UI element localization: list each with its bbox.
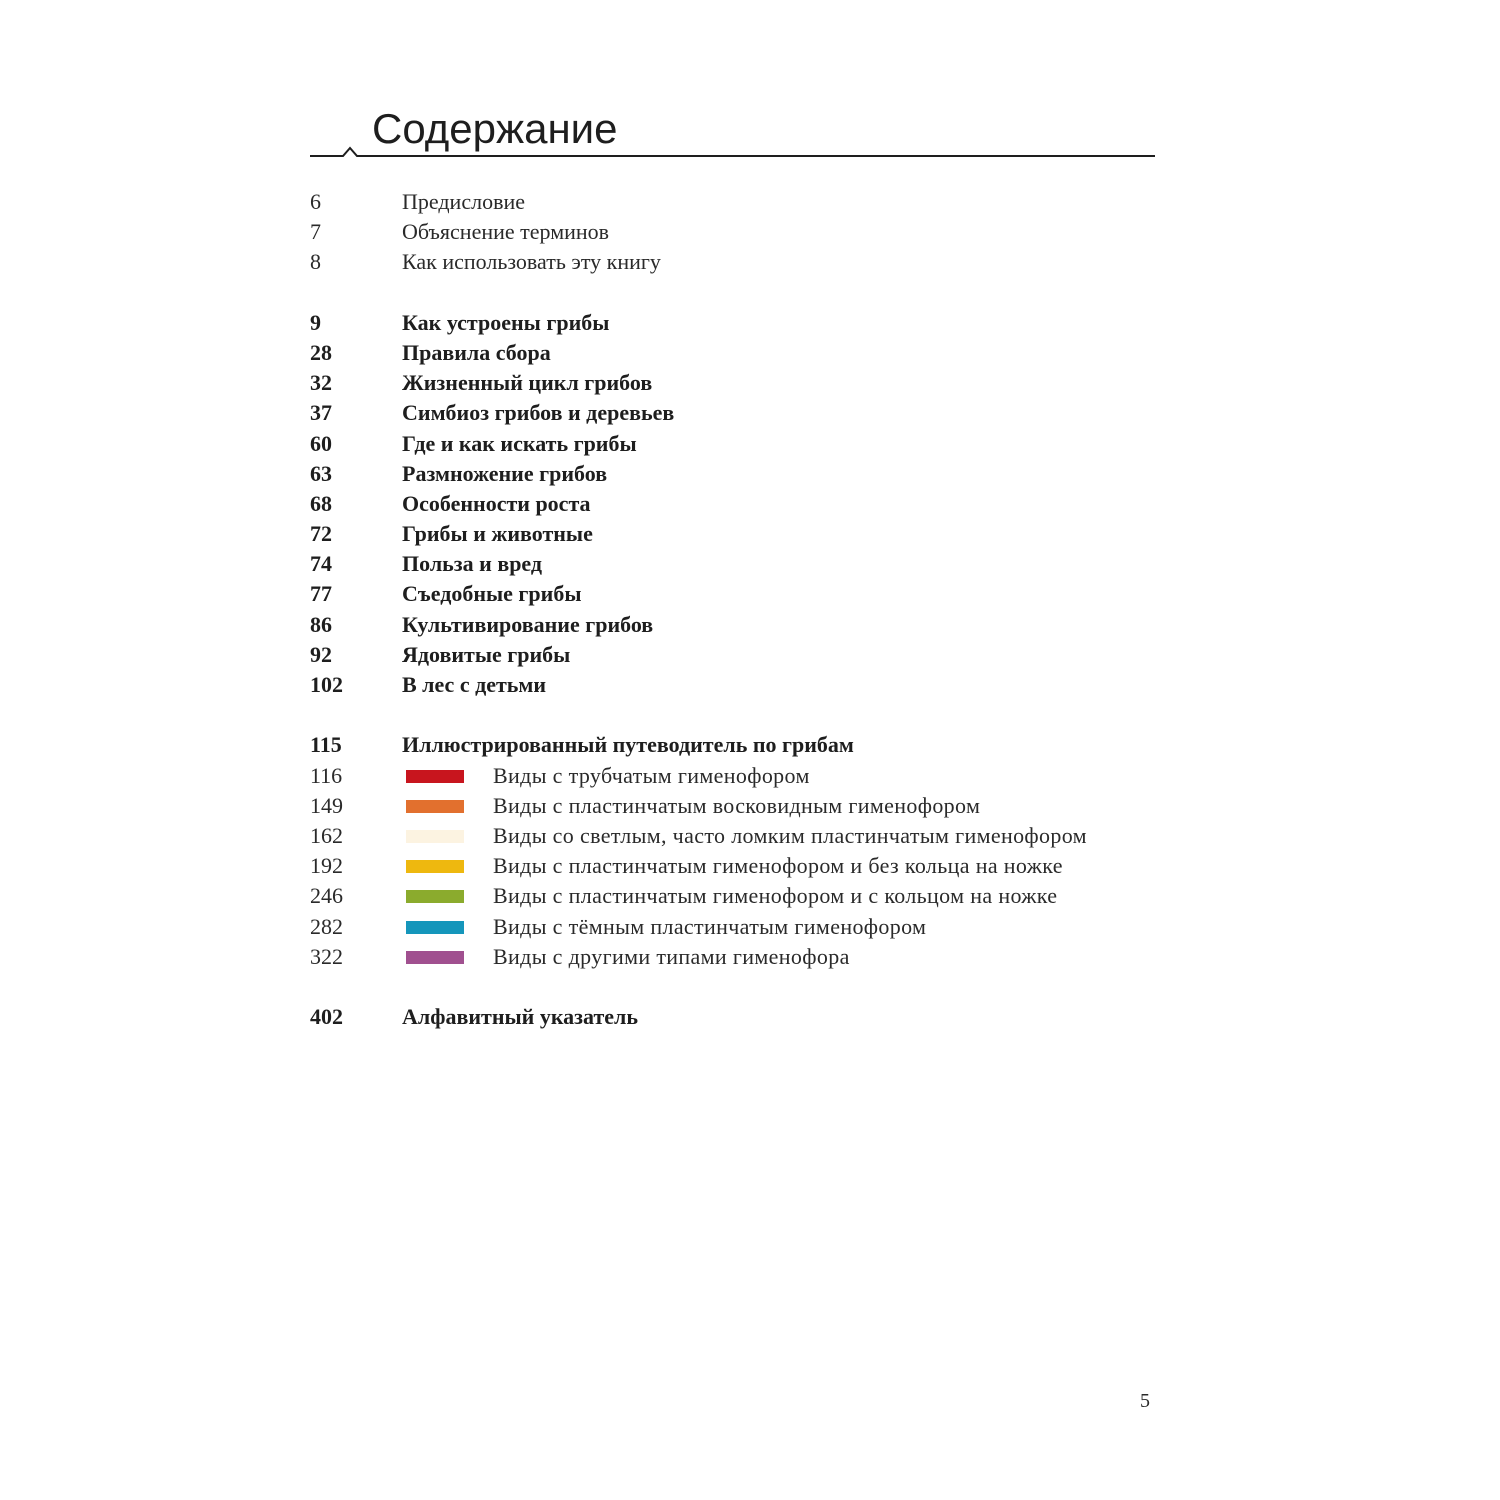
toc-page-number: 116 (310, 762, 343, 788)
toc-entry-title: Польза и вред (402, 551, 543, 577)
toc-page-number: 60 (310, 430, 332, 456)
toc-entry[interactable] (310, 1002, 1170, 1032)
page-number: 5 (1140, 1390, 1150, 1412)
toc-entry-title: Как использовать эту книгу (402, 249, 661, 275)
color-swatch (406, 951, 464, 964)
toc-entry-title: Правила сбора (402, 339, 551, 365)
toc-entry-guide-heading[interactable] (310, 730, 1170, 760)
toc-entry-title: Предисловие (402, 189, 525, 214)
toc-entry-title: Как устроены грибы (402, 309, 610, 335)
toc-entry[interactable] (310, 338, 1170, 368)
toc-entry-title: Грибы и животные (402, 521, 593, 547)
page-title: Содержание (372, 105, 618, 152)
toc-guide-entry[interactable] (310, 791, 1170, 821)
toc-entry-title: Жизненный цикл грибов (402, 370, 653, 396)
toc-page-number: 282 (310, 913, 343, 939)
toc-entry-title: Виды с пластинчатым гименофором и без кольца на ножке (493, 853, 1063, 879)
toc-entry[interactable] (310, 459, 1170, 489)
section-gap (310, 972, 1170, 1002)
toc-page-number: 115 (310, 732, 342, 758)
toc-page-number: 63 (310, 460, 332, 486)
color-swatch (406, 830, 464, 843)
toc-page-number: 92 (310, 641, 332, 667)
toc-entry-title: Культивирование грибов (402, 611, 654, 637)
toc-entry[interactable] (310, 308, 1170, 338)
toc-entry-title: Симбиоз грибов и деревьев (402, 400, 675, 426)
toc-entry[interactable] (310, 519, 1170, 549)
toc-page-number: 74 (310, 551, 332, 577)
toc-entry[interactable] (310, 368, 1170, 398)
toc-page-number: 192 (310, 853, 343, 879)
color-swatch (406, 890, 464, 903)
toc-entry-title: Объяснение терминов (402, 219, 610, 245)
toc-entry-title: Съедобные грибы (402, 581, 582, 607)
toc-entry[interactable] (310, 187, 1170, 217)
toc-page-number: 246 (310, 883, 343, 909)
toc-entry-title: Особенности роста (402, 490, 591, 516)
toc-entry-title: Ядовитые грибы (402, 641, 571, 667)
toc-page-number: 9 (310, 309, 321, 335)
toc-guide-entry[interactable] (310, 912, 1170, 942)
toc-page-number: 32 (310, 370, 332, 396)
toc-entry-title: Виды с трубчатым гименофором (493, 762, 810, 788)
toc-guide-entry[interactable] (310, 851, 1170, 881)
toc-entry-title: Виды с пластинчатым гименофором и с кольцом на ножке (493, 883, 1058, 909)
toc-entry-title: Виды с тёмным пластинчатым гименофором (493, 913, 927, 939)
toc-page-number: 68 (310, 490, 332, 516)
toc-entry-title: Где и как искать грибы (402, 430, 637, 456)
toc-guide-entry[interactable] (310, 942, 1170, 972)
toc-entry[interactable] (310, 429, 1170, 459)
toc-entry[interactable] (310, 640, 1170, 670)
toc-entry-title: Иллюстрированный путеводитель по грибам (402, 732, 854, 758)
section-gap (310, 700, 1170, 730)
color-swatch (406, 770, 464, 783)
toc-entry[interactable] (310, 670, 1170, 700)
toc-entry-title: Виды с пластинчатым восковидным гименофором (493, 792, 981, 818)
toc-entry-title: Виды с другими типами гименофора (493, 943, 850, 969)
toc-guide-entry[interactable] (310, 761, 1170, 791)
toc-page-number: 77 (310, 581, 332, 607)
toc-entry-title: Виды со светлым, часто ломким пластинчатым гименофором (493, 822, 1087, 848)
section-gap (310, 278, 1170, 308)
toc-guide-entry[interactable] (310, 881, 1170, 911)
toc-page-number: 162 (310, 822, 343, 848)
toc-page-number: 322 (310, 943, 343, 969)
toc-page-number: 102 (310, 672, 343, 697)
toc-entry[interactable] (310, 610, 1170, 640)
toc-page-number: 37 (310, 400, 332, 426)
toc-entry-title: Алфавитный указатель (402, 1004, 639, 1030)
toc-guide-entry[interactable] (310, 821, 1170, 851)
toc-page-number: 28 (310, 339, 332, 365)
toc-page-number: 149 (310, 792, 343, 818)
color-swatch (406, 921, 464, 934)
toc-page-number: 402 (310, 1004, 343, 1030)
toc-page-number: 7 (310, 219, 321, 245)
toc-entry[interactable] (310, 398, 1170, 428)
toc-page-number: 86 (310, 611, 332, 637)
toc-entry[interactable] (310, 549, 1170, 579)
color-swatch (406, 860, 464, 873)
toc-entry-title: В лес с детьми (402, 672, 547, 697)
toc-entry[interactable] (310, 217, 1170, 247)
table-of-contents (310, 187, 1170, 1032)
toc-entry[interactable] (310, 489, 1170, 519)
toc-entry[interactable] (310, 579, 1170, 609)
toc-page-number: 72 (310, 521, 332, 547)
page-header (310, 100, 1155, 162)
toc-entry-title: Размножение грибов (402, 460, 608, 486)
toc-page-number: 6 (310, 189, 321, 214)
color-swatch (406, 800, 464, 813)
toc-entry[interactable] (310, 247, 1170, 277)
toc-page-number: 8 (310, 249, 321, 275)
